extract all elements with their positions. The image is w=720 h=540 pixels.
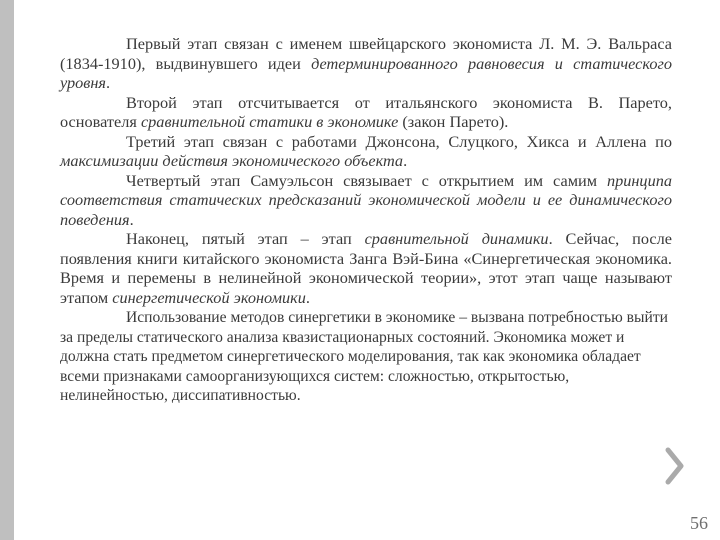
italic-phrase: максимизации действия экономического объекта — [60, 151, 404, 170]
text-run: Третий этап связан с работами Джонсона, Слуцкого, Хикса и Аллена по — [126, 131, 672, 151]
paragraph-johnson — [60, 132, 672, 171]
text-run: Второй этап отсчитывается от итальянского экономиста В. Парето, основателя — [60, 92, 672, 131]
chevron-right-icon[interactable] — [664, 446, 686, 486]
text-run: (закон Парето). — [398, 112, 509, 131]
text-run: . — [129, 209, 134, 229]
paragraph-samuelson — [60, 171, 672, 230]
paragraph-pareto — [60, 93, 672, 132]
text-run: . Сейчас, после появления книги китайского экономиста Занга Вэй-Бина «Синергетическая экономика. Время и перемены в нелинейной экономической теории», этот этап чаще называют этапом — [60, 229, 672, 307]
page-number: 56 — [690, 513, 708, 533]
italic-phrase: сравнительной динамики — [364, 229, 549, 248]
italic-phrase: принципа соответствия статических предсказаний экономической модели и ее динамического поведения — [60, 170, 672, 229]
text-run: Использование методов синергетики в экономике – вызвана потребностью выйти за пределы статического анализа квазистационарных состояний. Экономика может и должна стать предметом синергетического моделирования, так как экономика обладает всеми признаками самоорганизующихся систем: сложностью, открытостью, нелинейностью, диссипативностью. — [60, 309, 669, 405]
slide-text-body — [60, 34, 672, 406]
left-accent-bar — [0, 0, 14, 540]
text-run: Наконец, пятый этап – этап — [126, 229, 365, 248]
text-run: Первый этап связан с именем швейцарского экономиста Л. М. Э. Вальраса (1834-1910), выдвинувшего идеи — [60, 34, 672, 73]
italic-phrase: детерминированного равновесия и статического уровня — [60, 53, 673, 92]
italic-phrase: сравнительной статики в экономике — [140, 112, 399, 131]
text-run: . — [106, 73, 111, 92]
paragraph-walras — [60, 34, 672, 93]
text-run: Четвертый этап Самуэльсон связывает с открытием им самим — [126, 170, 607, 190]
paragraph-comparative-dynamics — [60, 229, 672, 307]
text-run: . — [403, 151, 408, 170]
paragraph-synergetics-usage — [60, 308, 672, 406]
text-run: . — [305, 287, 310, 307]
italic-phrase: синергетической экономики — [112, 287, 306, 307]
